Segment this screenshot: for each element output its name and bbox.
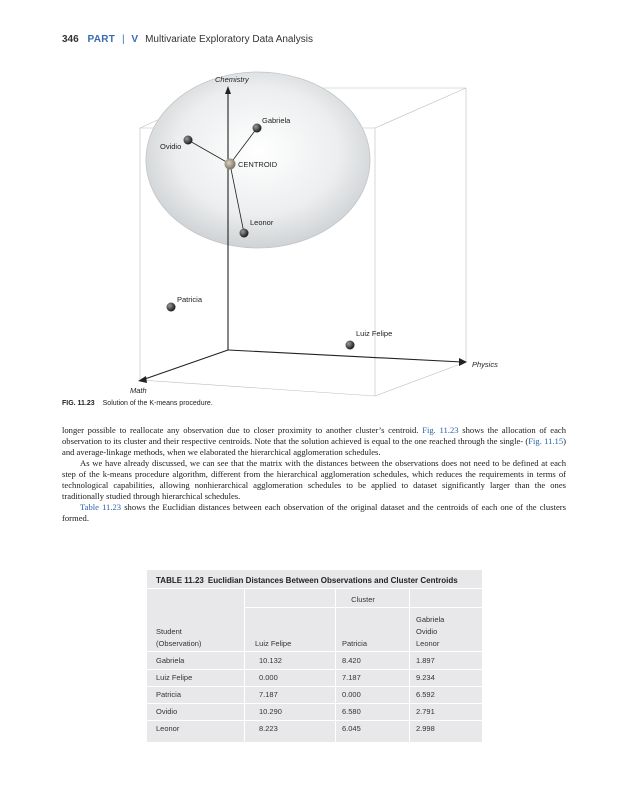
row-divider <box>147 703 482 704</box>
point-ovidio <box>184 136 193 145</box>
label-centroid: CENTROID <box>238 160 278 169</box>
table-11-23-link[interactable]: Table 11.23 <box>80 502 122 512</box>
point-leonor <box>240 229 249 238</box>
math-axis-arrow <box>138 376 147 383</box>
paragraph-2: As we have already discussed, we can see that the matrix with the distances between the observations does not need to be defined at each step of the k-means procedure algorithm, different from the hierarchical agglomeration schedules, which reduces the requirements in terms of technological capabilities, allowing nonhierarchical agglomeration schedules to be applied to dataset significantly larger than the ones traditionally studied through hierarchical schedules. <box>62 458 566 501</box>
table-label: TABLE 11.23 <box>156 576 204 585</box>
point-centroid <box>225 159 236 170</box>
row-label: Leonor <box>156 724 180 733</box>
table-cell: 2.791 <box>416 707 435 716</box>
table-cell: 10.290 <box>259 707 282 716</box>
table-cell: 2.998 <box>416 724 435 733</box>
table-cell: 7.187 <box>259 690 278 699</box>
fig-11-15-link[interactable]: Fig. 11.15 <box>528 436 564 446</box>
table-cell: 1.897 <box>416 656 435 665</box>
table-cell: 7.187 <box>342 673 361 682</box>
part-number: V <box>131 34 139 45</box>
header-separator: | <box>121 34 125 45</box>
row-label: Patricia <box>156 690 182 699</box>
table-cell: 10.132 <box>259 656 282 665</box>
label-luiz-felipe: Luiz Felipe <box>356 329 393 338</box>
figure-caption-text: Solution of the K-means procedure. <box>102 400 213 407</box>
col-header-patricia: Patricia <box>342 639 368 648</box>
paragraph-3: Table 11.23 shows the Euclidian distances between each observation of the original dataset and the centroids of each one of the clusters formed. <box>62 502 566 523</box>
row-header: Student (Observation) <box>156 627 202 648</box>
row-divider <box>147 686 482 687</box>
row-label: Gabriela <box>156 656 185 665</box>
label-gabriela: Gabriela <box>262 116 291 125</box>
table-cell: 6.045 <box>342 724 361 733</box>
cluster-group-header: Cluster <box>351 595 375 604</box>
label-leonor: Leonor <box>250 218 274 227</box>
table-cell: 9.234 <box>416 673 435 682</box>
table-cell: 6.592 <box>416 690 435 699</box>
chemistry-axis-label: Chemistry <box>215 75 249 84</box>
table-cell: 6.580 <box>342 707 361 716</box>
table-cell: 8.223 <box>259 724 278 733</box>
col-header-gabriela-ovidio-leonor: Gabriela Ovidio Leonor <box>416 615 445 648</box>
row-label: Ovidio <box>156 707 178 716</box>
label-patricia: Patricia <box>177 295 203 304</box>
body-text <box>62 425 566 524</box>
table-cell: 0.000 <box>342 690 361 699</box>
paragraph-1: longer possible to reallocate any observation due to closer proximity to another cluster’s centroid. Fig. 11.23 shows the allocation of each observation to its cluster and their respective centroids. Note that the solution achieved is equal to the one reached through the single- (Fig. 11.15) and average-linkage methods, when we elaborated the hierarchical agglomeration schedules. <box>62 425 566 457</box>
row-divider <box>147 669 482 670</box>
physics-axis-label: Physics <box>472 360 498 369</box>
table-cell: 8.420 <box>342 656 361 665</box>
figure-caption-label: FIG. 11.23 <box>62 400 95 407</box>
math-axis-label: Math <box>130 386 147 395</box>
point-luiz-felipe <box>346 341 355 350</box>
figure-caption <box>62 400 213 407</box>
table-title: TABLE 11.23 Euclidian Distances Between Observations and Cluster Centroids <box>156 576 458 585</box>
table-cell: 0.000 <box>259 673 278 682</box>
row-divider <box>147 720 482 721</box>
point-patricia <box>167 303 176 312</box>
page-number: 346 <box>62 34 79 45</box>
part-label: PART <box>87 34 116 45</box>
point-gabriela <box>253 124 262 133</box>
chapter-title: Multivariate Exploratory Data Analysis <box>145 34 313 45</box>
fig-11-23-link[interactable]: Fig. 11.23 <box>422 425 459 435</box>
distance-table <box>147 570 482 742</box>
row-label: Luiz Felipe <box>156 673 193 682</box>
label-ovidio: Ovidio <box>160 142 182 151</box>
col-header-luiz-felipe: Luiz Felipe <box>255 639 292 648</box>
